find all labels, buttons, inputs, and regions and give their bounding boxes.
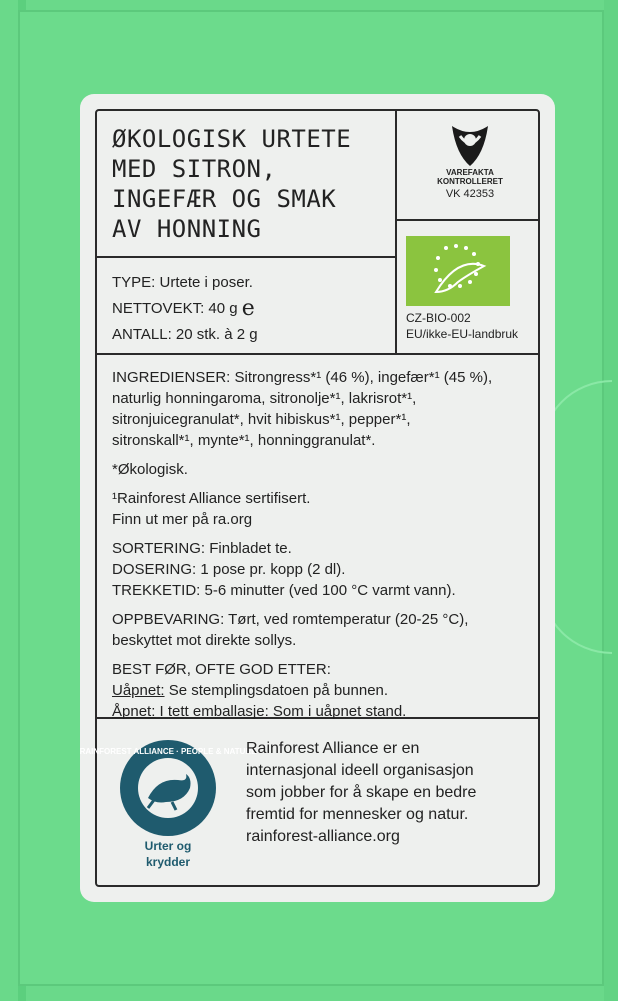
varefakta-code: VK 42353 (445, 188, 495, 200)
eu-leaf-icon (406, 236, 510, 306)
sorting-text: SORTERING: Finbladet te. (112, 540, 292, 557)
divider (95, 353, 540, 355)
unopened-row: Uåpnet: Se stemplingsdatoen på bunnen. (112, 682, 389, 699)
ingredients-block (112, 367, 532, 722)
ra-badge-subtitle: Urter og krydder (144, 839, 192, 869)
type-row: TYPE: Urtete i poser. (112, 274, 253, 291)
count-row: ANTALL: 20 stk. à 2 g (112, 326, 258, 343)
best-before-heading: BEST FØR, OFTE GOD ETTER: (112, 661, 331, 678)
steep-time-text: TREKKETID: 5-6 minutter (ved 100 °C varmt vann). (112, 582, 456, 599)
ra-note: ¹Rainforest Alliance sertifisert. (112, 490, 311, 507)
eu-organic-code: CZ-BIO-002 EU/ikke-EU-landbruk (406, 311, 519, 341)
divider (95, 256, 395, 258)
ingredients-line: naturlig honningaroma, sitronolje*¹, lakrisrot*¹, (112, 390, 417, 407)
svg-text:RAINFOREST ALLIANCE · PEOPLE &: RAINFOREST ALLIANCE · PEOPLE & NATURE (79, 747, 257, 756)
storage-text: beskyttet mot direkte sollys. (112, 632, 297, 649)
estimated-sign-icon: e (241, 296, 255, 321)
opened-row: Åpnet: I tett emballasje: Som i uåpnet stand. (112, 703, 407, 720)
organic-note: *Økologisk. (112, 461, 188, 478)
net-weight-row: NETTOVEKT: 40 g e (112, 296, 255, 321)
product-info (112, 270, 258, 348)
storage-text: OPPBEVARING: Tørt, ved romtemperatur (20-25 °C), (112, 611, 469, 628)
ingredients-line: sitronskall*¹, mynte*¹, honninggranulat*. (112, 432, 376, 449)
ingredients-line: sitronjuicegranulat*, hvit hibiskus*¹, pepper*¹, (112, 411, 411, 428)
divider (395, 219, 540, 221)
varefakta-logo-icon (438, 124, 502, 168)
varefakta-text: VAREFAKTA KONTROLLERET (437, 168, 503, 186)
eu-organic-logo (406, 236, 510, 306)
dosage-text: DOSERING: 1 pose pr. kopp (2 dl). (112, 561, 346, 578)
rainforest-description: Rainforest Alliance er en internasjonal ideell organisasjon som jobber for å skape en bedre fremtid for mennesker og natur. rainforest-alliance.org (246, 738, 536, 848)
product-title: ØKOLOGISK URTETE MED SITRON, INGEFÆR OG SMAK AV HONNING (112, 125, 352, 243)
rainforest-alliance-frog-icon (79, 738, 257, 838)
ingredients-line: INGREDIENSER: Sitrongress*¹ (46 %), ingefær*¹ (45 %), (112, 369, 493, 386)
rainforest-url: rainforest-alliance.org (246, 828, 400, 845)
ra-link-note: Finn ut mer på ra.org (112, 511, 253, 528)
